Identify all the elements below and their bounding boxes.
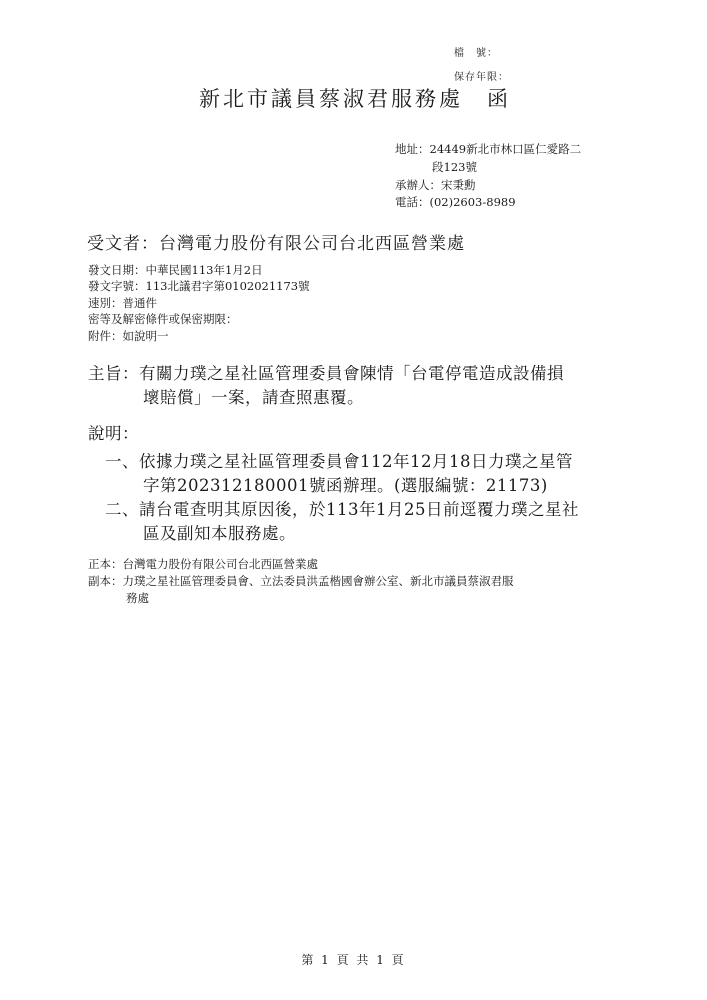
archive-retention-period: 保存年限：	[454, 72, 509, 83]
page-title: 新北市議員蔡淑君服務處	[199, 87, 463, 111]
explanation-item-1-continued: 字第202312180001號函辦理。(選服編號：21173)	[143, 476, 548, 495]
sender-address-continued: 段123號	[432, 160, 477, 174]
subject-line: 主旨：有關力璞之星社區管理委員會陳情「台電停電造成設備損	[88, 364, 564, 383]
explanation-item-1: 一、依據力璞之星社區管理委員會112年12月18日力璞之星管	[105, 452, 573, 471]
sender-phone: 電話：(02)2603-8989	[395, 195, 516, 209]
carbon-copy-recipients: 副本：力璞之星社區管理委員會、立法委員洪孟楷國會辦公室、新北市議員蔡淑君服	[88, 574, 514, 588]
explanation-heading: 說明：	[88, 424, 139, 443]
page-number: 第 1 頁 共 1 頁	[301, 953, 406, 967]
document-type: 函	[487, 87, 511, 111]
sender-contact-person: 承辦人：宋秉勳	[395, 178, 476, 192]
attachments: 附件：如說明一	[88, 329, 169, 343]
explanation-item-2-continued: 區及副知本服務處。	[143, 524, 296, 543]
recipient: 受文者：台灣電力股份有限公司台北西區營業處	[87, 234, 465, 254]
subject-line-continued: 壞賠償」一案，請查照惠覆。	[143, 388, 364, 407]
main-copy-recipient: 正本：台灣電力股份有限公司台北西區營業處	[88, 557, 318, 571]
archive-file-number: 檔 號：	[454, 48, 498, 59]
explanation-item-2: 二、請台電查明其原因後，於113年1月25日前逕覆力璞之星社	[105, 500, 579, 519]
issue-number: 發文字號：113北議君字第0102021173號	[88, 279, 310, 293]
issue-date: 發文日期：中華民國113年1月2日	[88, 263, 263, 277]
security-level: 密等及解密條件或保密期限：	[88, 312, 238, 326]
sender-address: 地址：24449新北市林口區仁愛路二	[395, 142, 582, 156]
carbon-copy-recipients-continued: 務處	[126, 591, 149, 605]
delivery-speed: 速別：普通件	[88, 296, 157, 310]
